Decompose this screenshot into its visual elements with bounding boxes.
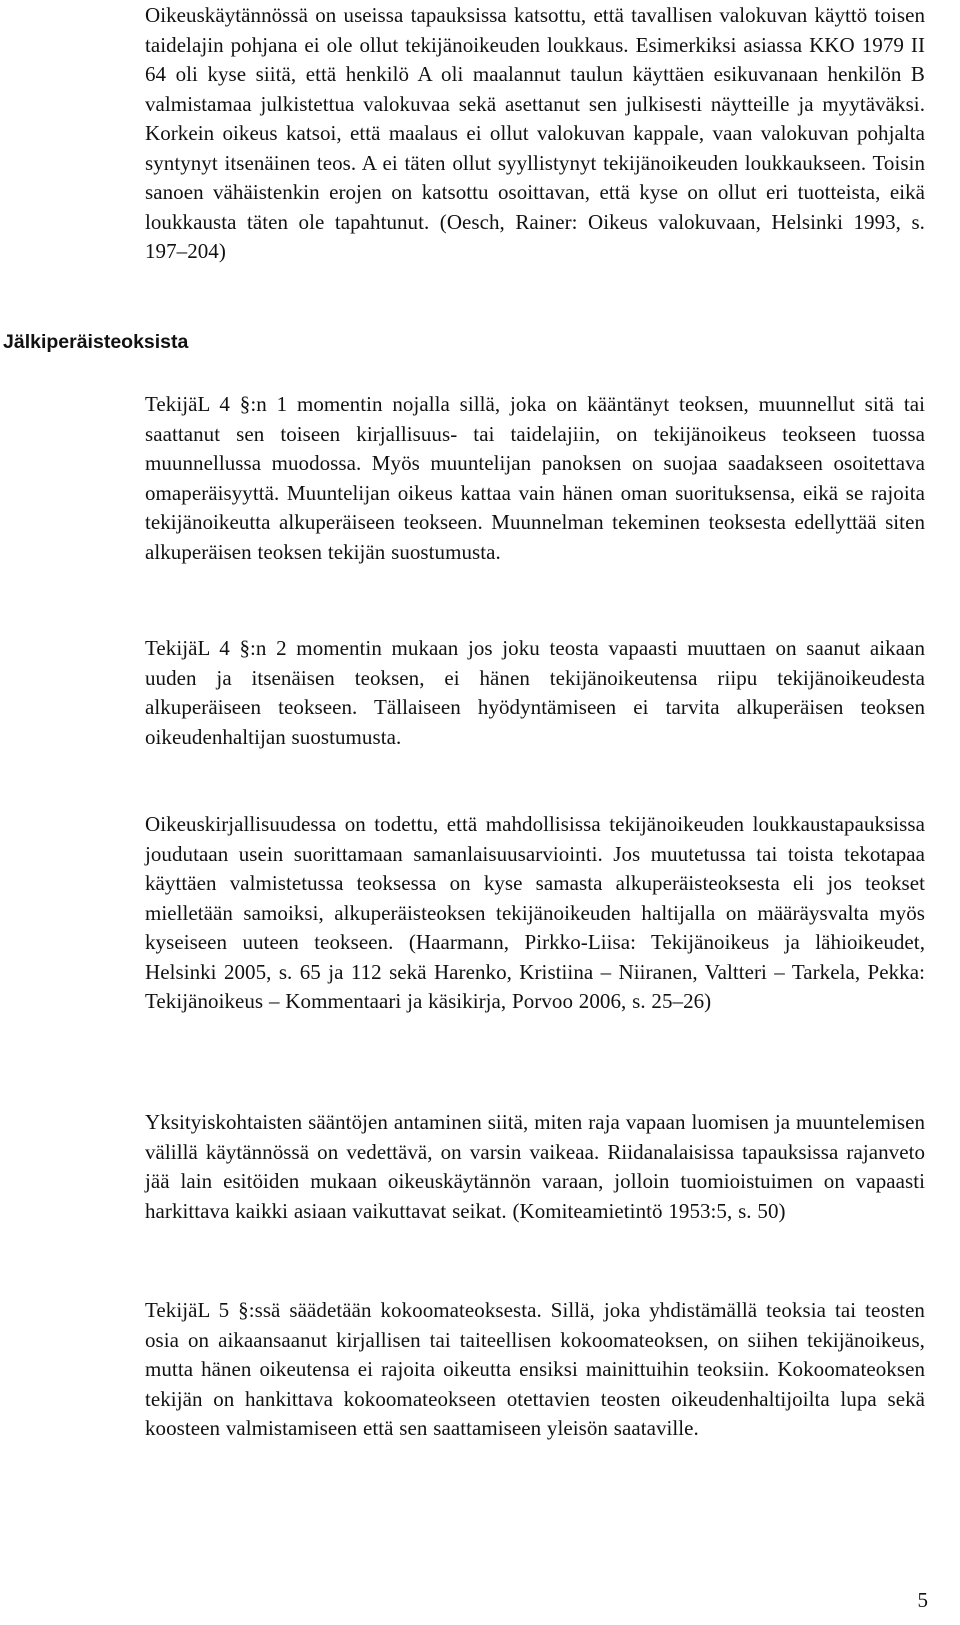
paragraph-section-5-compilation: TekijäL 5 §:ssä säädetään kokoomateoksesta. Sillä, joka yhdistämällä teoksia tai teosten osia on aikaansaanut kirjallisen tai taiteellisen kokoomateoksen, on siihen tekijänoikeus, mutta hänen oikeutensa ei rajoita oikeutta ensiksi mainittuihin teoksiin. Kokoomateoksen tekijän on hankittava kokoomateokseen otettavien teosten oikeudenhaltijoilta lupa sekä koosteen valmistamiseen että sen saattamiseen yleisön saataville. — [145, 1298, 925, 1440]
paragraph-section-4-moment-1: TekijäL 4 §:n 1 momentin nojalla sillä, joka on kääntänyt teoksen, muunnellut sitä tai saattanut sen toiseen kirjallisuus- tai taidelajiin, on tekijänoikeus teokseen tuossa muunnellussa muodossa. Myös muuntelijan panoksen on suojaa saadakseen osoitettava omaperäisyyttä. Muuntelijan oikeus kattaa vain hänen oman suorituksensa, eikä se rajoita tekijänoikeutta alkuperäiseen teokseen. Muunnelman tekeminen teoksesta edellyttää siten alkuperäisen teoksen tekijän suostumusta. — [145, 392, 925, 564]
paragraph-detailed-rules: Yksityiskohtaisten sääntöjen antaminen siitä, miten raja vapaan luomisen ja muuntelemisen välillä käytännössä on vedettävä, on varsin vaikeaa. Riidanalaisissa tapauksissa rajanveto jää lain esitöiden mukaan oikeuskäytännön varaan, jolloin tuomioistuimen on vapaasti harkittava kaikki asiaan vaikuttavat seikat. (Komiteamietintö 1953:5, s. 50) — [145, 1110, 925, 1223]
page-number: 5 — [917, 1588, 928, 1612]
paragraph-legal-literature: Oikeuskirjallisuudessa on todettu, että mahdollisissa tekijänoikeuden loukkaustapauksissa joudutaan usein suorittamaan samanlaisuusarviointi. Jos muutetussa tai toista tekotapaa käyttäen valmistetussa teoksessa on kyse samasta alkuperäisteoksesta eli jos teokset mielletään samoiksi, alkuperäisteoksen tekijänoikeuden haltijalla on määräysvalta myös kyseiseen uuteen teokseen. (Haarmann, Pirkko-Liisa: Tekijänoikeus ja lähioikeudet, Helsinki 2005, s. 65 ja 112 sekä Harenko, Kristiina – Niiranen, Valtteri – Tarkela, Pekka: Tekijänoikeus – Kommentaari ja käsikirja, Porvoo 2006, s. 25–26) — [145, 812, 925, 1013]
paragraph-court-practice: Oikeuskäytännössä on useissa tapauksissa katsottu, että tavallisen valokuvan käyttö toisen taidelajin pohjana ei ole ollut tekijänoikeuden loukkaus. Esimerkiksi asiassa KKO 1979 II 64 oli kyse siitä, että henkilö A oli maalannut taulun käyttäen esikuvanaan henkilön B valmistamaa julkistettua valokuvaa sekä asettanut sen julkisesti näytteille ja myytäväksi. Korkein oikeus katsoi, että maalaus ei ollut valokuvan kappale, vaan valokuvan pohjalta syntynyt itsenäinen teos. A ei täten ollut syyllistynyt tekijänoikeuden loukkaukseen. Toisin sanoen vähäistenkin erojen on katsottu osoittavan, että kyse on ollut eri tuotteista, eikä loukkausta täten ole tapahtunut. (Oesch, Rainer: Oikeus valokuvaan, Helsinki 1993, s. 197–204) — [145, 3, 925, 263]
section-heading: Jälkiperäisteoksista — [3, 331, 189, 353]
paragraph-section-4-moment-2: TekijäL 4 §:n 2 momentin mukaan jos joku teosta vapaasti muuttaen on saanut aikaan uuden ja itsenäisen teoksen, ei hänen tekijänoikeutensa riipu tekijänoikeudesta alkuperäiseen teokseen. Tällaiseen hyödyntämiseen ei tarvita alkuperäisen teoksen oikeudenhaltijan suostumusta. — [145, 636, 925, 749]
